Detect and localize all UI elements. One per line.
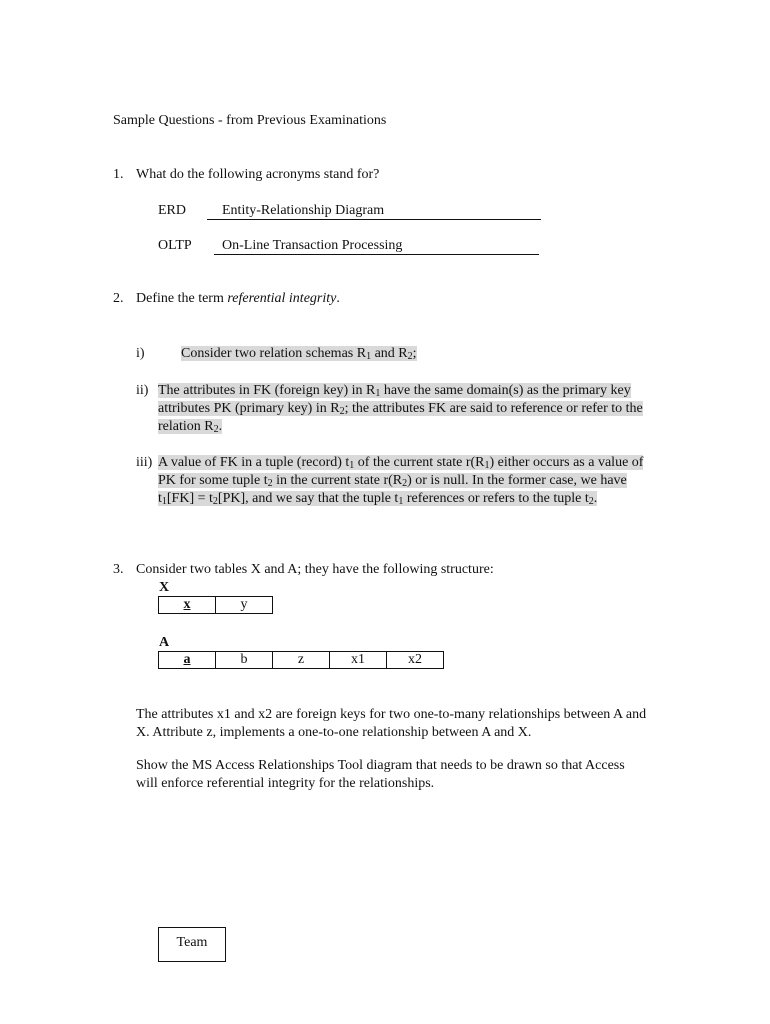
q2-text-post: . xyxy=(336,291,340,306)
table-a-col-a xyxy=(159,652,216,669)
text-part: A value of FK in a tuple (record) t xyxy=(158,455,350,470)
q2-item-i-number: i) xyxy=(136,346,145,361)
text-part: ; the attributes FK are said to reference or refer to the relation R xyxy=(158,401,643,434)
oltp-answer-line xyxy=(214,237,539,255)
subscript: 2 xyxy=(339,406,345,417)
q3-number: 3. xyxy=(113,562,124,577)
q2-number: 2. xyxy=(113,291,124,306)
document-title: Sample Questions - from Previous Examinations xyxy=(113,113,387,128)
primary-key-label: x xyxy=(183,597,191,612)
table-a-structure xyxy=(158,651,444,669)
q3-paragraph-1: The attributes x1 and x2 are foreign keys for two one-to-many relationships between A and X. Attribute z, implements a one-to-one relationship between A and X. xyxy=(136,707,647,740)
q1-text: What do the following acronyms stand for? xyxy=(136,167,380,182)
q3-paragraph-2: Show the MS Access Relationships Tool diagram that needs to be drawn so that Access will enforce referential integrity for the relationships. xyxy=(136,758,625,791)
primary-key-label: a xyxy=(183,652,191,667)
q2-text xyxy=(136,290,340,308)
text-part: . xyxy=(593,491,598,506)
text-part: [PK], and we say that the tuple t xyxy=(217,491,399,506)
erd-answer-line xyxy=(207,202,541,220)
table-a-col-x2: x2 xyxy=(387,652,444,669)
erd-label: ERD xyxy=(158,203,186,218)
text-part: Consider two relation schemas R xyxy=(181,346,367,361)
table-x-col-x xyxy=(159,597,216,614)
text-part: have the same domain(s) as the primary key attributes PK (primary key) in R xyxy=(158,383,631,416)
q2-item-ii-text xyxy=(158,382,648,436)
text-part: ) either occurs as a value of PK for some tuple t xyxy=(158,455,644,488)
team-table-box xyxy=(158,927,226,962)
text-part: . xyxy=(218,419,223,434)
q2-text-pre: Define the term xyxy=(136,291,228,306)
text-part: ) or is null. In the former case, we have t xyxy=(158,473,627,506)
table-x-structure xyxy=(158,596,273,614)
q3-text: Consider two tables X and A; they have the following structure: xyxy=(136,562,494,577)
oltp-label: OLTP xyxy=(158,238,192,253)
subscript: 1 xyxy=(349,460,355,471)
table-a-col-z: z xyxy=(273,652,330,669)
text-part: references or refers to the tuple t xyxy=(403,491,589,506)
subscript: 2 xyxy=(267,478,273,489)
subscript: 2 xyxy=(588,496,594,507)
text-part: The attributes in FK (foreign key) in R xyxy=(158,383,376,398)
table-x-name: X xyxy=(159,580,170,595)
subscript: 2 xyxy=(213,424,219,435)
team-box-label: Team xyxy=(176,935,208,950)
text-part: [FK] = t xyxy=(166,491,213,506)
subscript: 1 xyxy=(375,388,381,399)
subscript: 2 xyxy=(212,496,218,507)
table-a-col-b: b xyxy=(216,652,273,669)
table-a-col-x1: x1 xyxy=(330,652,387,669)
subscript: 2 xyxy=(407,351,413,362)
q2-item-iii-number: iii) xyxy=(136,455,153,470)
text-part: in the current state r(R xyxy=(272,473,403,488)
oltp-answer: On-Line Transaction Processing xyxy=(222,238,403,253)
q2-item-ii-number: ii) xyxy=(136,383,149,398)
subscript: 1 xyxy=(161,496,167,507)
text-part: and R xyxy=(371,346,408,361)
text-part: ; xyxy=(412,346,417,361)
table-a-name: A xyxy=(159,635,170,650)
subscript: 2 xyxy=(402,478,408,489)
subscript: 1 xyxy=(484,460,490,471)
q2-term: referential integrity xyxy=(227,291,337,306)
text-part: of the current state r(R xyxy=(354,455,485,470)
q1-number: 1. xyxy=(113,167,124,182)
q2-item-iii-text xyxy=(158,454,648,508)
q2-item-i-text xyxy=(181,345,417,363)
table-x-col-y: y xyxy=(216,597,273,614)
subscript: 1 xyxy=(398,496,404,507)
erd-answer: Entity-Relationship Diagram xyxy=(222,203,385,218)
subscript: 1 xyxy=(366,351,372,362)
